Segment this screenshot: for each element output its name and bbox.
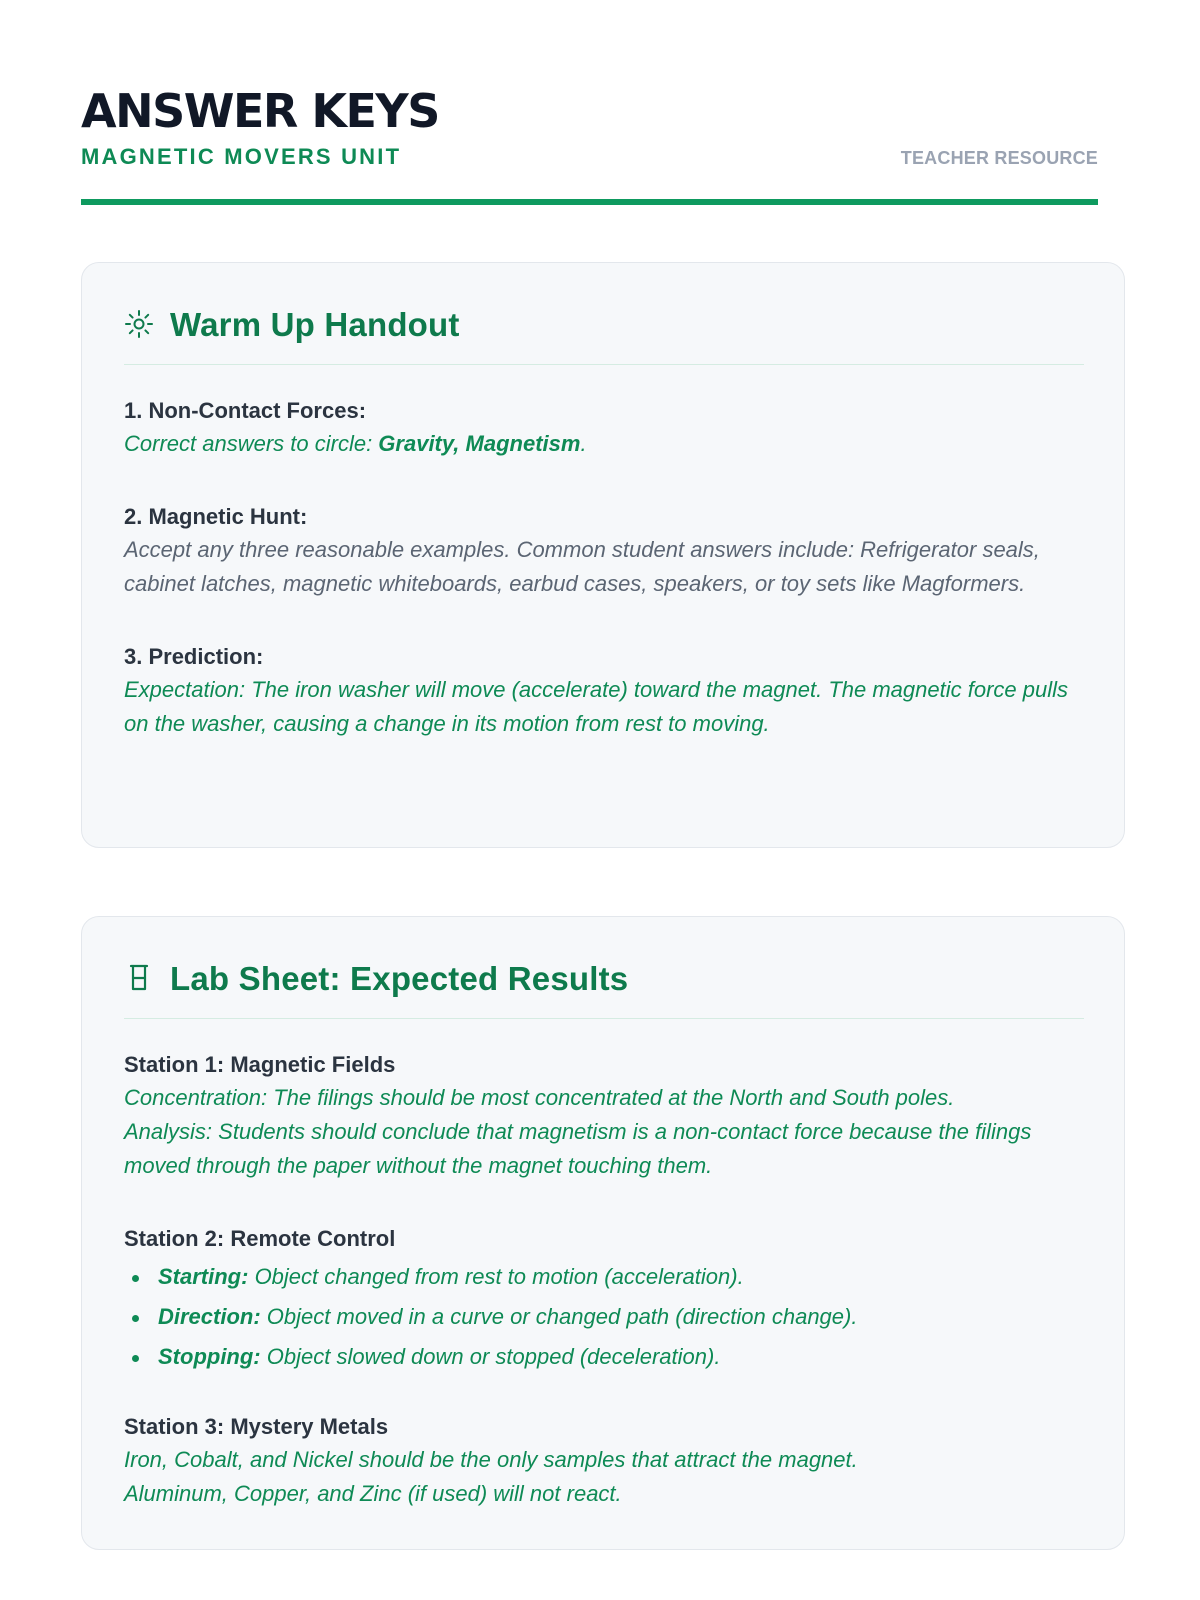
header-divider (81, 199, 1098, 205)
station-3-title: Station 3: Mystery Metals (124, 1414, 389, 1439)
station-1-title: Station 1: Magnetic Fields (124, 1052, 396, 1077)
item-text: Object slowed down or stopped (deceleration). (260, 1344, 721, 1369)
question-3 (124, 641, 1084, 741)
station-1-analysis: Analysis: Students should conclude that magnetism is a non-contact force because the filings moved through the paper without the magnet touching them. (124, 1119, 1032, 1178)
station-3 (124, 1411, 1084, 1511)
page-title: ANSWER KEYS (81, 84, 439, 138)
page-subtitle: MAGNETIC MOVERS UNIT (81, 144, 402, 169)
station-3-answer-line-1: Iron, Cobalt, and Nickel should be the only samples that attract the magnet. (124, 1447, 858, 1472)
station-1-concentration: Concentration: The filings should be most concentrated at the North and South poles. (124, 1085, 955, 1110)
page-header (81, 0, 1098, 206)
answer-emphasis: Gravity, Magnetism (378, 431, 581, 456)
station-2-title: Station 2: Remote Control (124, 1226, 396, 1251)
resource-label: TEACHER RESOURCE (900, 148, 1098, 168)
question-1-title: 1. Non-Contact Forces: (124, 398, 367, 423)
question-1 (124, 395, 1084, 461)
lab-heading: Lab Sheet: Expected Results (170, 960, 629, 997)
question-1-answer (124, 427, 1084, 461)
item-label: Stopping: (158, 1344, 261, 1369)
answer-prefix: Correct answers to circle: (124, 431, 379, 456)
item-label: Direction: (158, 1304, 261, 1329)
sun-icon (124, 309, 154, 339)
item-label: Starting: (158, 1264, 249, 1289)
lab-card-header (124, 955, 1084, 1019)
item-text: Object moved in a curve or changed path (direction change). (260, 1304, 858, 1329)
list-item (124, 1257, 1084, 1297)
question-2-answer: Accept any three reasonable examples. Common student answers include: Refrigerator seals, cabinet latches, magnetic whiteboards, earbud cases, speakers, or toy sets like Magformers. (124, 537, 1040, 596)
beaker-icon (124, 963, 154, 993)
warmup-card (81, 262, 1125, 848)
item-text: Object changed from rest to motion (acceleration). (248, 1264, 744, 1289)
question-3-answer: Expectation: The iron washer will move (accelerate) toward the magnet. The magnetic force pulls on the washer, causing a change in its motion from rest to moving. (124, 677, 1068, 736)
warmup-heading: Warm Up Handout (170, 306, 460, 343)
list-item (124, 1337, 1084, 1377)
question-3-title: 3. Prediction: (124, 644, 264, 669)
lab-card (81, 916, 1125, 1550)
station-2-list (124, 1257, 1084, 1377)
question-2 (124, 501, 1084, 601)
station-1 (124, 1049, 1084, 1183)
warmup-card-header (124, 301, 1084, 365)
list-item (124, 1297, 1084, 1337)
question-2-title: 2. Magnetic Hunt: (124, 504, 308, 529)
station-2 (124, 1223, 1084, 1377)
answer-suffix: . (580, 431, 587, 456)
station-3-answer-line-2: Aluminum, Copper, and Zinc (if used) will not react. (124, 1481, 622, 1506)
